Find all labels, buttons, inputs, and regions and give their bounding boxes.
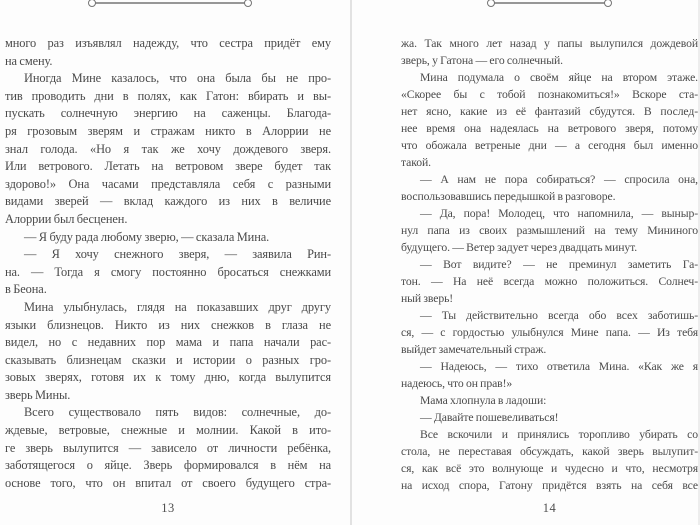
text-line: жа. Так много лет назад у папы вылупился дождевой: [401, 37, 698, 50]
ornament-ring-icon: [604, 0, 612, 7]
text-line: нет ясно, какие из её фантазий сбудутся. В послед-: [401, 105, 698, 118]
text-line: — Да, пора! Молодец, что напомнила, — выныр-: [420, 207, 698, 220]
text-line: здорово!» Она часами представляла себя с разными: [5, 176, 331, 191]
text-line: ге зверь вылупится — зависело от личности ребёнка,: [5, 440, 331, 455]
text-line: тив проводить дни в полях, как Гатон: вбирать и вы-: [5, 88, 331, 103]
ornament-ring-icon: [244, 0, 252, 7]
page-number-left: 13: [161, 501, 175, 515]
text-line: ждевые, ветровые, снежные и молнии. Какой в ито-: [5, 423, 331, 438]
text-line: — Я буду рада любому зверю, — сказала Мина.: [24, 229, 270, 244]
text-line: Мина улыбнулась, глядя на показавших друг другу: [24, 299, 331, 314]
page-right: [352, 0, 700, 525]
text-line: ря грозовым зверям и стражам никто в Алоррии не: [5, 123, 331, 138]
text-line: Всего существовало пять видов: солнечные, до-: [24, 405, 331, 420]
ornament-ring-icon: [88, 0, 96, 7]
text-line: видел, но с недавних пор мама и папа начали рас-: [5, 335, 331, 350]
text-line: что обожала ветреные дни — а сегодня был именно: [401, 139, 698, 152]
ornament-ring-icon: [487, 0, 495, 7]
text-line: — Я хочу снежного зверя, — заявила Рин-: [24, 247, 331, 262]
text-line: зверь Мины.: [5, 387, 71, 402]
text-line: Все вскочили и принялись торопливо убирать со: [420, 428, 698, 441]
text-line: сказывать близнецам сказки и истории о разных гро-: [5, 352, 331, 367]
text-line: Алоррии был бесценен.: [5, 211, 128, 226]
text-line: основе того, что он впитал от своего будущего стра-: [5, 475, 331, 490]
text-line: видами зверей — вклад каждого из них в величие: [5, 194, 331, 209]
text-line: знал голода. «Но я так же хочу дождевого зверя.: [5, 141, 331, 156]
text-line: «Скорее бы с тобой познакомиться!» Вскоре ста-: [401, 88, 698, 101]
text-line: Мина подумала о своём яйце на втором этаже.: [420, 71, 698, 84]
text-line: тон. — На неё всегда можно положиться. Солнеч-: [401, 275, 698, 288]
text-line: такой.: [401, 156, 431, 169]
text-line: зовых зверях, готовя их к тому дню, когда вылупится: [5, 370, 331, 385]
text-line: Или ветрового. Летать на ветровом звере будет так: [5, 159, 331, 174]
text-line: будущего. — Ветер задует через двадцать минут.: [401, 241, 638, 254]
text-line: ся, как всё это волнующе и чудесно и что, несмотря: [401, 462, 698, 475]
text-line: стола, не переставая обсуждать, какой зверь вылупит-: [401, 445, 698, 458]
text-line: ся, — с гордостью улыбнулся Мине папа. — Из тебя: [401, 326, 698, 339]
text-line: Иногда Мине казалось, что она была бы не про-: [24, 71, 331, 86]
text-line: — А нам не пора собираться? — спросила она,: [420, 173, 698, 186]
text-line: на. — Тогда я смогу постоянно бросаться снежками: [5, 264, 331, 279]
text-line: надеюсь, что он прав!»: [401, 377, 513, 390]
text-line: нее время она надеялась на ветрового зверя, потому: [401, 122, 698, 135]
text-line: — Давайте пошевеливаться!: [420, 411, 559, 424]
text-line: пускать солнечную энергию на саженцы. Благода-: [5, 106, 331, 121]
text-line: Мама хлопнула в ладоши:: [420, 394, 547, 407]
text-line: ный зверь!: [401, 292, 454, 305]
text-line: выйдет замечательный страж.: [401, 343, 547, 356]
text-line: воспользовавшись передышкой в разговоре.: [401, 190, 616, 203]
text-line: на смену.: [5, 53, 53, 68]
page-number-right: 14: [542, 501, 557, 515]
chapter-ornament-icon: [88, 0, 252, 9]
text-line: зверь, у Гатона — его солнечный.: [401, 54, 563, 67]
text-line: много раз изъявлял надежду, что сестра придёт ему: [5, 36, 331, 50]
page-right-text: [401, 35, 698, 494]
text-line: в Беона.: [5, 282, 47, 297]
text-line: нул папа из своих размышлений на тему Мининого: [401, 224, 698, 237]
page-left-text: [5, 35, 331, 492]
text-line: языки близнецов. Никто из них снежков в глаза не: [5, 317, 331, 332]
text-line: — Надеюсь, — тихо ответила Мина. «Как же я: [420, 360, 698, 373]
chapter-ornament-icon: [487, 0, 612, 9]
text-line: заботящегося о яйце. Зверь формировался в нём на: [5, 458, 331, 473]
text-line: — Вот видите? — не преминул заметить Га-: [420, 258, 698, 271]
ornament-rule: [491, 2, 608, 4]
text-line: на исход спора, Гатону придётся взять на себя все: [401, 479, 698, 492]
text-line: — Ты действительно всегда обо всех заботишь-: [420, 309, 698, 322]
ornament-rule: [92, 2, 248, 4]
